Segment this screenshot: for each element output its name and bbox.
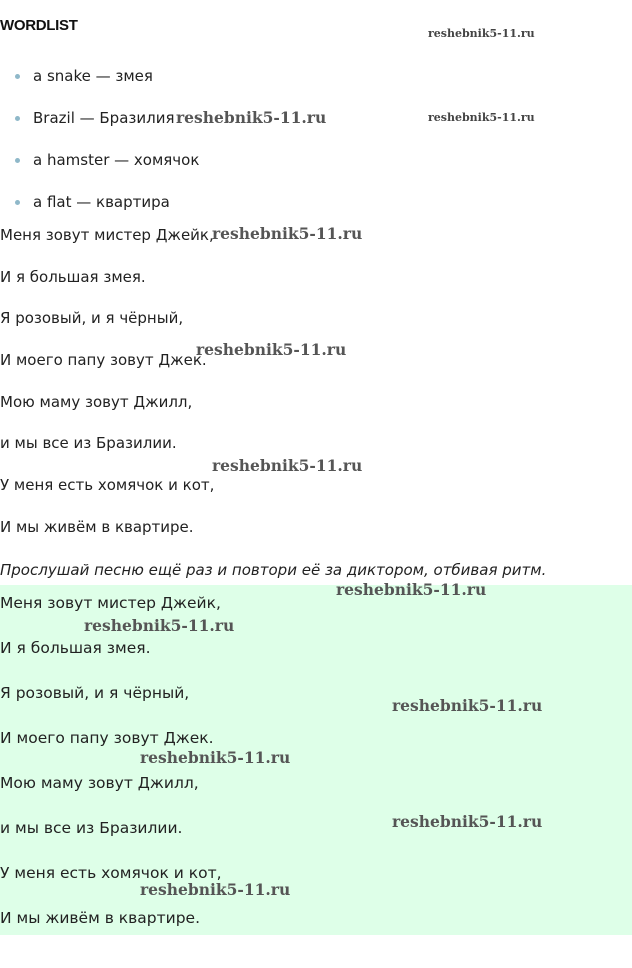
lyric-line: У меня есть хомячок и кот, xyxy=(0,476,215,495)
bullet-icon xyxy=(15,74,20,79)
lyric-line: И я большая змея. xyxy=(0,267,146,286)
watermark: reshebnik5-11.ru xyxy=(392,696,543,715)
watermark: reshebnik5-11.ru xyxy=(196,340,347,359)
wordlist-heading: WORDLIST xyxy=(0,17,78,34)
wordlist-item-text: Brazil — Бразилия xyxy=(33,109,175,127)
watermark: reshebnik5-11.ru xyxy=(392,812,543,831)
answer-line: У меня есть хомячок и кот, xyxy=(0,864,222,882)
lyric-line: Я розовый, и я чёрный, xyxy=(0,309,184,328)
bullet-icon xyxy=(15,158,20,163)
watermark: reshebnik5-11.ru xyxy=(84,616,235,635)
answer-line: Меня зовут мистер Джейк, xyxy=(0,594,221,612)
lyric-line: Мою маму зовут Джилл, xyxy=(0,392,193,411)
lyric-line: И мы живём в квартире. xyxy=(0,517,194,536)
answer-box xyxy=(0,585,632,935)
wordlist xyxy=(0,62,632,230)
wordlist-item xyxy=(0,146,632,188)
bullet-icon xyxy=(15,200,20,205)
answer-line: и мы все из Бразилии. xyxy=(0,819,183,837)
answer-line: Мою маму зовут Джилл, xyxy=(0,774,199,792)
wordlist-item-text: a snake — змея xyxy=(33,67,153,85)
watermark: reshebnik5-11.ru xyxy=(140,748,291,767)
answer-line: И моего папу зовут Джек. xyxy=(0,729,214,747)
watermark: reshebnik5-11.ru xyxy=(212,224,363,243)
lyric-line: и мы все из Бразилии. xyxy=(0,434,177,453)
watermark: reshebnik5-11.ru xyxy=(140,880,291,899)
wordlist-item xyxy=(0,62,632,104)
watermark: reshebnik5-11.ru xyxy=(212,456,363,475)
watermark: reshebnik5-11.ru xyxy=(428,27,535,40)
wordlist-item-text: a hamster — хомячок xyxy=(33,151,200,169)
watermark: reshebnik5-11.ru xyxy=(336,580,487,599)
bullet-icon xyxy=(15,116,20,121)
wordlist-item-text: a flat — квартира xyxy=(33,193,170,211)
answer-line: И мы живём в квартире. xyxy=(0,909,201,927)
lyric-line: И моего папу зовут Джек. xyxy=(0,351,207,370)
lyric-line: Меня зовут мистер Джейк, xyxy=(0,226,214,244)
task-instruction: Прослушай песню ещё раз и повтори её за диктором, отбивая ритм. xyxy=(0,561,547,579)
wordlist-item xyxy=(0,104,632,146)
watermark: reshebnik5-11.ru xyxy=(176,108,327,127)
answer-line: Я розовый, и я чёрный, xyxy=(0,684,190,702)
song-lyrics xyxy=(0,221,632,555)
watermark: reshebnik5-11.ru xyxy=(428,111,535,124)
answer-line: И я большая змея. xyxy=(0,639,151,657)
